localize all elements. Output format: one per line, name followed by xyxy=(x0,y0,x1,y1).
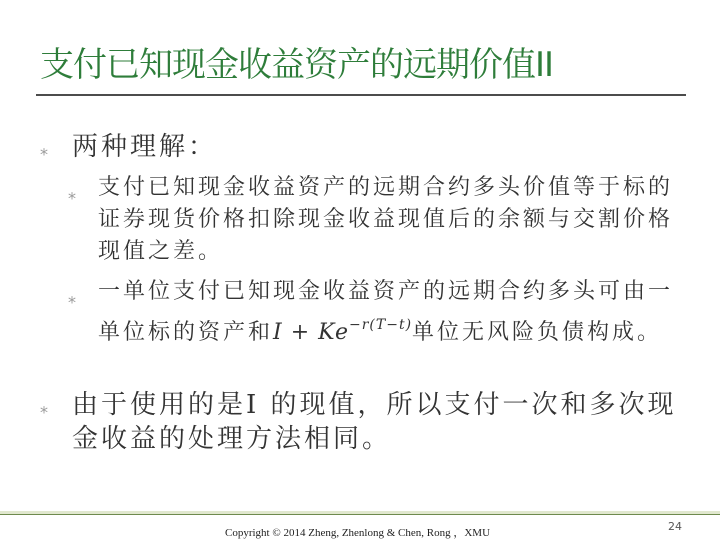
sub-point-1-line-2: 证券现货价格扣除现金收益现值后的余额与交割价格 xyxy=(98,207,674,232)
sub-point-2-line-1: 一单位支付已知现金收益资产的远期合约多头可由一 xyxy=(98,279,674,304)
sub-point-2-line-2 xyxy=(98,309,662,349)
point-2-line-2: 金收益的处理方法相同。 xyxy=(72,424,392,454)
title-underline xyxy=(36,94,686,96)
slide-title: 支付已知现金收益资产的远期价值II xyxy=(40,45,554,85)
sub-point-1-line-3: 现值之差。 xyxy=(98,239,224,264)
copyright-text: Copyright © 2014 Zheng, Zhenlong & Chen, Rong ，XMU xyxy=(225,527,491,539)
sub-point-2-suffix: 单位无风险负债构成。 xyxy=(412,320,663,345)
sub-point-2-prefix: 单位标的资产和 xyxy=(98,320,274,345)
sub-bullet-icon: ⁎ xyxy=(68,184,76,203)
footer-rule-line xyxy=(0,514,720,515)
bullet-icon: ⁎ xyxy=(40,398,48,417)
page-number: 24 xyxy=(668,520,682,533)
point-2-line-1: 由于使用的是I 的现值，所以支付一次和多次现 xyxy=(72,390,677,420)
formula-exponent: −r(T−t) xyxy=(349,317,413,333)
formula xyxy=(273,317,413,345)
sub-point-1-line-1: 支付已知现金收益资产的远期合约多头价值等于标的 xyxy=(98,175,674,200)
formula-main: I + Ke xyxy=(273,320,349,345)
bullet-icon: ⁎ xyxy=(40,140,48,159)
sub-bullet-icon: ⁎ xyxy=(68,288,76,307)
point-1-text: 两种理解： xyxy=(72,132,218,162)
